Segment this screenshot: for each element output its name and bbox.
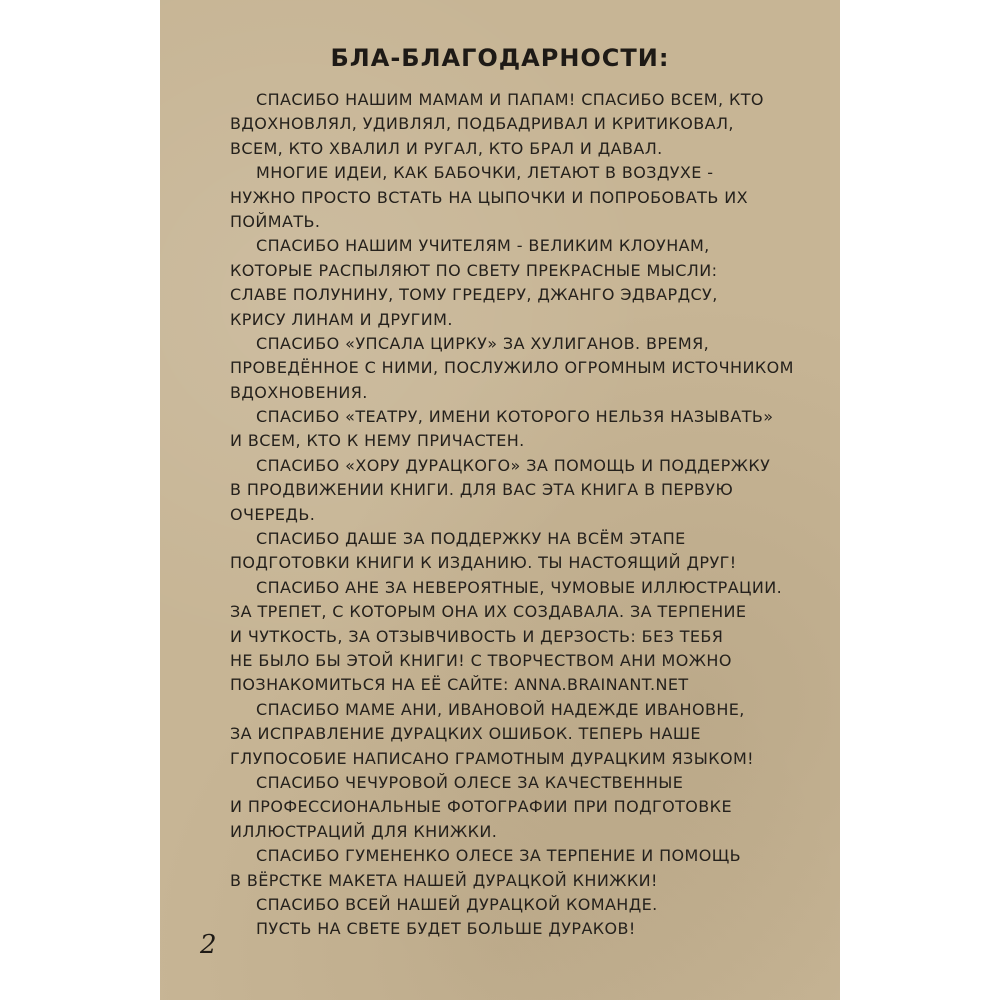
text-line: СПАСИБО АНЕ ЗА НЕВЕРОЯТНЫЕ, ЧУМОВЫЕ ИЛЛЮСТРАЦИИ. [256, 577, 783, 597]
text-line: КОТОРЫЕ РАСПЫЛЯЮТ ПО СВЕТУ ПРЕКРАСНЫЕ МЫСЛИ: [230, 260, 718, 280]
text-line: СПАСИБО ВСЕЙ НАШЕЙ ДУРАЦКОЙ КОМАНДЕ. [256, 894, 658, 914]
text-line: СПАСИБО «УПСАЛА ЦИРКУ» ЗА ХУЛИГАНОВ. ВРЕМЯ, [256, 333, 710, 353]
text-line: ИЛЛЮСТРАЦИЙ ДЛЯ КНИЖКИ. [230, 821, 498, 841]
text-line: СПАСИБО ЧЕЧУРОВОЙ ОЛЕСЕ ЗА КАЧЕСТВЕННЫЕ [256, 772, 684, 792]
text-line: СПАСИБО НАШИМ МАМАМ И ПАПАМ! СПАСИБО ВСЕМ, КТО [256, 90, 764, 109]
text-line: ЗА ТРЕПЕТ, С КОТОРЫМ ОНА ИХ СОЗДАВАЛА. ЗА ТЕРПЕНИЕ [230, 602, 747, 622]
acknowledgements-text [230, 88, 800, 942]
text-line: ПОДГОТОВКИ КНИГИ К ИЗДАНИЮ. ТЫ НАСТОЯЩИЙ ДРУГ! [230, 553, 737, 573]
text-line: В ВЁРСТКЕ МАКЕТА НАШЕЙ ДУРАЦКОЙ КНИЖКИ! [230, 870, 658, 890]
text-line: НУЖНО ПРОСТО ВСТАТЬ НА ЦЫПОЧКИ И ПОПРОБОВАТЬ ИХ [230, 187, 748, 207]
text-line: СПАСИБО «ХОРУ ДУРАЦКОГО» ЗА ПОМОЩЬ И ПОДДЕРЖКУ [256, 455, 771, 475]
text-line: И ПРОФЕССИОНАЛЬНЫЕ ФОТОГРАФИИ ПРИ ПОДГОТОВКЕ [230, 797, 732, 817]
text-line: СЛАВЕ ПОЛУНИНУ, ТОМУ ГРЕДЕРУ, ДЖАНГО ЭДВАРДСУ, [230, 285, 718, 305]
text-line: ЗА ИСПРАВЛЕНИЕ ДУРАЦКИХ ОШИБОК. ТЕПЕРЬ НАШЕ [230, 724, 701, 744]
text-line: ГЛУПОСОБИЕ НАПИСАНО ГРАМОТНЫМ ДУРАЦКИМ ЯЗЫКОМ! [230, 748, 754, 768]
text-line: И ЧУТКОСТЬ, ЗА ОТЗЫВЧИВОСТЬ И ДЕРЗОСТЬ: БЕЗ ТЕБЯ [230, 626, 724, 646]
text-line: ПОЙМАТЬ. [230, 211, 321, 231]
text-line: СПАСИБО МАМЕ АНИ, ИВАНОВОЙ НАДЕЖДЕ ИВАНОВНЕ, [256, 699, 745, 719]
text-line: ОЧЕРЕДЬ. [230, 504, 316, 524]
text-line: И ВСЕМ, КТО К НЕМУ ПРИЧАСТЕН. [230, 431, 525, 451]
text-line: ВДОХНОВЛЯЛ, УДИВЛЯЛ, ПОДБАДРИВАЛ И КРИТИКОВАЛ, [230, 114, 734, 134]
text-line: СПАСИБО ДАШЕ ЗА ПОДДЕРЖКУ НА ВСЁМ ЭТАПЕ [256, 529, 686, 549]
text-line: ПРОВЕДЁННОЕ С НИМИ, ПОСЛУЖИЛО ОГРОМНЫМ ИСТОЧНИКОМ [230, 358, 794, 378]
text-line: ПУСТЬ НА СВЕТЕ БУДЕТ БОЛЬШЕ ДУРАКОВ! [256, 919, 636, 939]
text-line: СПАСИБО «ТЕАТРУ, ИМЕНИ КОТОРОГО НЕЛЬЗЯ НАЗЫВАТЬ» [256, 407, 774, 427]
text-line: СПАСИБО НАШИМ УЧИТЕЛЯМ - ВЕЛИКИМ КЛОУНАМ, [256, 236, 710, 256]
text-line: СПАСИБО ГУМЕНЕНКО ОЛЕСЕ ЗА ТЕРПЕНИЕ И ПОМОЩЬ [256, 846, 741, 866]
text-line-with-website: ПОЗНАКОМИТЬСЯ НА ЕЁ САЙТЕ: ANNA.BRAINANT.NET [230, 675, 689, 695]
page-number: 2 [200, 930, 217, 960]
text-line: ВСЕМ, КТО ХВАЛИЛ И РУГАЛ, КТО БРАЛ И ДАВАЛ. [230, 138, 663, 158]
text-line: НЕ БЫЛО БЫ ЭТОЙ КНИГИ! С ТВОРЧЕСТВОМ АНИ МОЖНО [230, 650, 732, 670]
text-line: МНОГИЕ ИДЕИ, КАК БАБОЧКИ, ЛЕТАЮТ В ВОЗДУХЕ - [256, 163, 714, 183]
page-title: БЛА-БЛАГОДАРНОСТИ: [330, 44, 670, 72]
text-line: КРИСУ ЛИНАМ И ДРУГИМ. [230, 309, 453, 329]
text-line: ВДОХНОВЕНИЯ. [230, 382, 368, 402]
text-line: В ПРОДВИЖЕНИИ КНИГИ. ДЛЯ ВАС ЭТА КНИГА В ПЕРВУЮ [230, 480, 734, 500]
book-page [160, 0, 840, 1000]
